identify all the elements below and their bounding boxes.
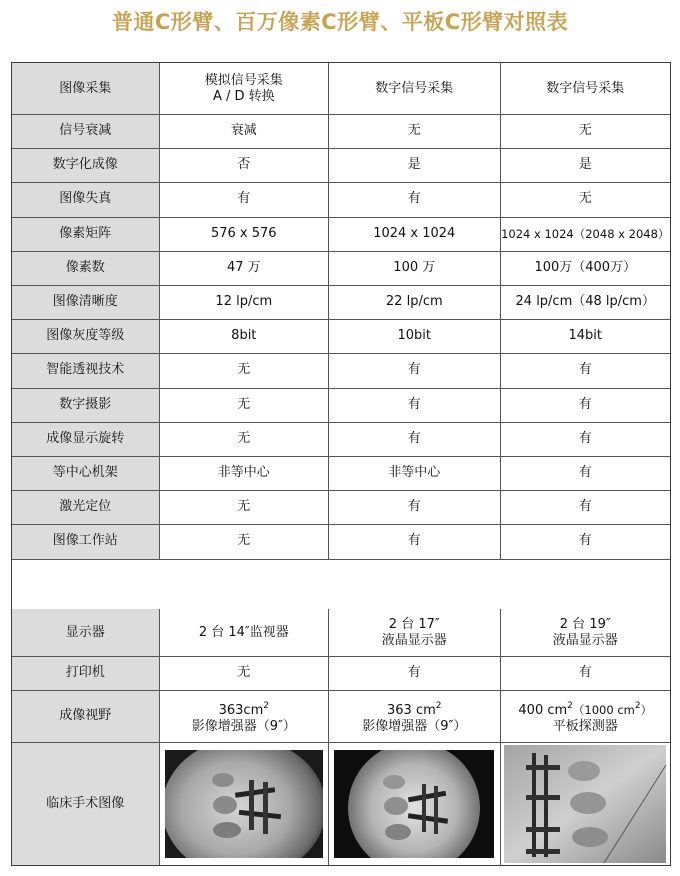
row-label: 像素矩阵: [12, 217, 160, 251]
row-value: 576 x 576: [160, 217, 329, 251]
superscript: 2: [634, 700, 641, 711]
row-value: 有: [329, 656, 500, 690]
row-value: 无: [160, 490, 329, 524]
row-divider: [12, 456, 670, 457]
row-value: 是: [578, 157, 592, 173]
row-value: 有: [329, 524, 500, 558]
row-value-line2: 影像增强器（9″）: [362, 718, 467, 734]
row-label: 像素数: [12, 251, 160, 285]
table-row: [12, 285, 670, 319]
table-row: [12, 456, 670, 490]
header-cell: [160, 63, 329, 114]
row-value: 有: [329, 422, 500, 456]
header-cell-line2: A / D 转换: [212, 88, 275, 104]
table-row: [12, 217, 670, 251]
xray-cell: [501, 742, 670, 865]
row-value: 10bit: [329, 319, 500, 353]
row-value: 无: [329, 114, 500, 148]
row-label: 信号衰减: [12, 114, 160, 148]
table-row: [12, 319, 670, 353]
row-label: 智能透视技术: [12, 353, 160, 387]
row-value: 无: [160, 353, 329, 387]
header-cell: 数字信号采集: [329, 63, 500, 114]
row-value-line2: 平板探测器: [552, 718, 618, 734]
row-value: 有: [329, 490, 500, 524]
fov-area: 363cm: [218, 702, 264, 718]
table-row-display: [12, 609, 670, 656]
row-label: 数字化成像: [12, 148, 160, 182]
row-value: 12 lp/cm: [160, 285, 329, 319]
comparison-table: [11, 62, 671, 866]
row-divider: [12, 559, 670, 560]
row-value: 24 lp/cm（48 lp/cm）: [515, 294, 655, 310]
superscript: 2: [435, 700, 442, 711]
row-label: 数字摄影: [12, 388, 160, 422]
row-value-line2: 液晶显示器: [381, 632, 447, 648]
row-value: 衰减: [160, 114, 329, 148]
header-cell-line1: 模拟信号采集: [204, 72, 283, 88]
row-divider: [12, 690, 670, 691]
fov-area-alt: （1000 cm: [572, 702, 635, 717]
xray-cell: [329, 742, 500, 865]
row-label: 打印机: [12, 656, 160, 690]
row-value: [501, 690, 670, 742]
row-value: [501, 609, 670, 656]
row-value: 是: [329, 148, 500, 182]
xray-cell: [160, 742, 329, 865]
row-label: 图像失真: [12, 182, 160, 216]
table-row: [12, 422, 670, 456]
row-divider: [12, 742, 670, 743]
row-divider: [12, 353, 670, 354]
row-value: 1024 x 1024（2048 x 2048）: [501, 226, 670, 241]
xray-image-megapixel: [334, 750, 494, 858]
row-divider: [12, 217, 670, 218]
row-divider: [12, 319, 670, 320]
row-value: [329, 690, 500, 742]
row-divider: [12, 422, 670, 423]
row-label: 等中心机架: [12, 456, 160, 490]
table-row: [12, 182, 670, 216]
row-value: 无: [578, 123, 592, 139]
table-row: [12, 490, 670, 524]
row-value: 有: [329, 353, 500, 387]
row-label: 临床手术图像: [12, 742, 160, 865]
row-value: 有: [578, 533, 592, 549]
fov-area: 363 cm: [387, 702, 436, 718]
row-label: 成像显示旋转: [12, 422, 160, 456]
row-value: 有: [578, 465, 592, 481]
row-divider: [12, 114, 670, 115]
row-value: 非等中心: [329, 456, 500, 490]
table-row-printer: [12, 656, 670, 690]
table-row: [12, 148, 670, 182]
table-row: [12, 524, 670, 558]
page-title: 普通C形臂、百万像素C形臂、平板C形臂对照表: [111, 10, 569, 34]
row-value: 100万（400万）: [534, 259, 637, 275]
row-divider: [12, 524, 670, 525]
row-value: 有: [578, 396, 592, 412]
fov-area-close: ）: [640, 702, 653, 717]
row-value-line1: [387, 698, 442, 719]
row-label: 激光定位: [12, 490, 160, 524]
row-value-line2: 影像增强器（9″）: [191, 718, 296, 734]
row-divider: [12, 182, 670, 183]
row-label: 图像清晰度: [12, 285, 160, 319]
row-value: [329, 609, 500, 656]
row-value-line2: 液晶显示器: [552, 632, 618, 648]
row-value: 1024 x 1024: [329, 217, 500, 251]
row-label: 成像视野: [12, 690, 160, 742]
row-value: 有: [578, 430, 592, 446]
fov-area: 400 cm: [518, 702, 568, 718]
row-value: 有: [578, 665, 592, 680]
table-header-row: [12, 63, 670, 114]
row-value: 22 lp/cm: [329, 285, 500, 319]
row-value: 有: [329, 182, 500, 216]
row-value: 14bit: [568, 328, 603, 344]
row-divider: [12, 251, 670, 252]
row-label: 图像工作站: [12, 524, 160, 558]
row-value-line1: 2 台 19″: [559, 616, 611, 632]
row-label: 图像灰度等级: [12, 319, 160, 353]
row-value: 有: [578, 499, 592, 515]
row-value: 无: [160, 524, 329, 558]
table-row: [12, 388, 670, 422]
row-value: 无: [578, 191, 592, 207]
row-divider: [12, 490, 670, 491]
header-cell: 图像采集: [12, 63, 160, 114]
row-value-line1: 2 台 17″: [388, 616, 440, 632]
row-value: 47 万: [160, 251, 329, 285]
superscript: 2: [567, 700, 573, 711]
row-value: 否: [160, 148, 329, 182]
row-divider: [12, 656, 670, 657]
xray-image-analog: [165, 750, 323, 858]
row-value: [160, 690, 329, 742]
row-divider: [12, 388, 670, 389]
row-value-line1: [518, 698, 652, 719]
row-value: 无: [160, 656, 329, 690]
row-value-line1: [219, 698, 269, 719]
table-row: [12, 251, 670, 285]
row-value: 有: [329, 388, 500, 422]
row-value: 非等中心: [160, 456, 329, 490]
row-label: 显示器: [12, 609, 160, 656]
row-value: 8bit: [160, 319, 329, 353]
table-row-fov: [12, 690, 670, 742]
row-divider: [12, 148, 670, 149]
superscript: 2: [263, 700, 269, 711]
row-value: 有: [160, 182, 329, 216]
row-value: 有: [578, 362, 592, 378]
xray-image-flatpanel: [504, 745, 666, 863]
header-cell: 数字信号采集: [546, 80, 625, 96]
row-value: 无: [160, 422, 329, 456]
table-row: [12, 114, 670, 148]
row-value: 100 万: [329, 251, 500, 285]
row-value: 无: [160, 388, 329, 422]
row-divider: [12, 285, 670, 286]
row-value: 2 台 14″监视器: [160, 609, 329, 656]
table-row-images: [12, 742, 670, 865]
table-row: [12, 353, 670, 387]
